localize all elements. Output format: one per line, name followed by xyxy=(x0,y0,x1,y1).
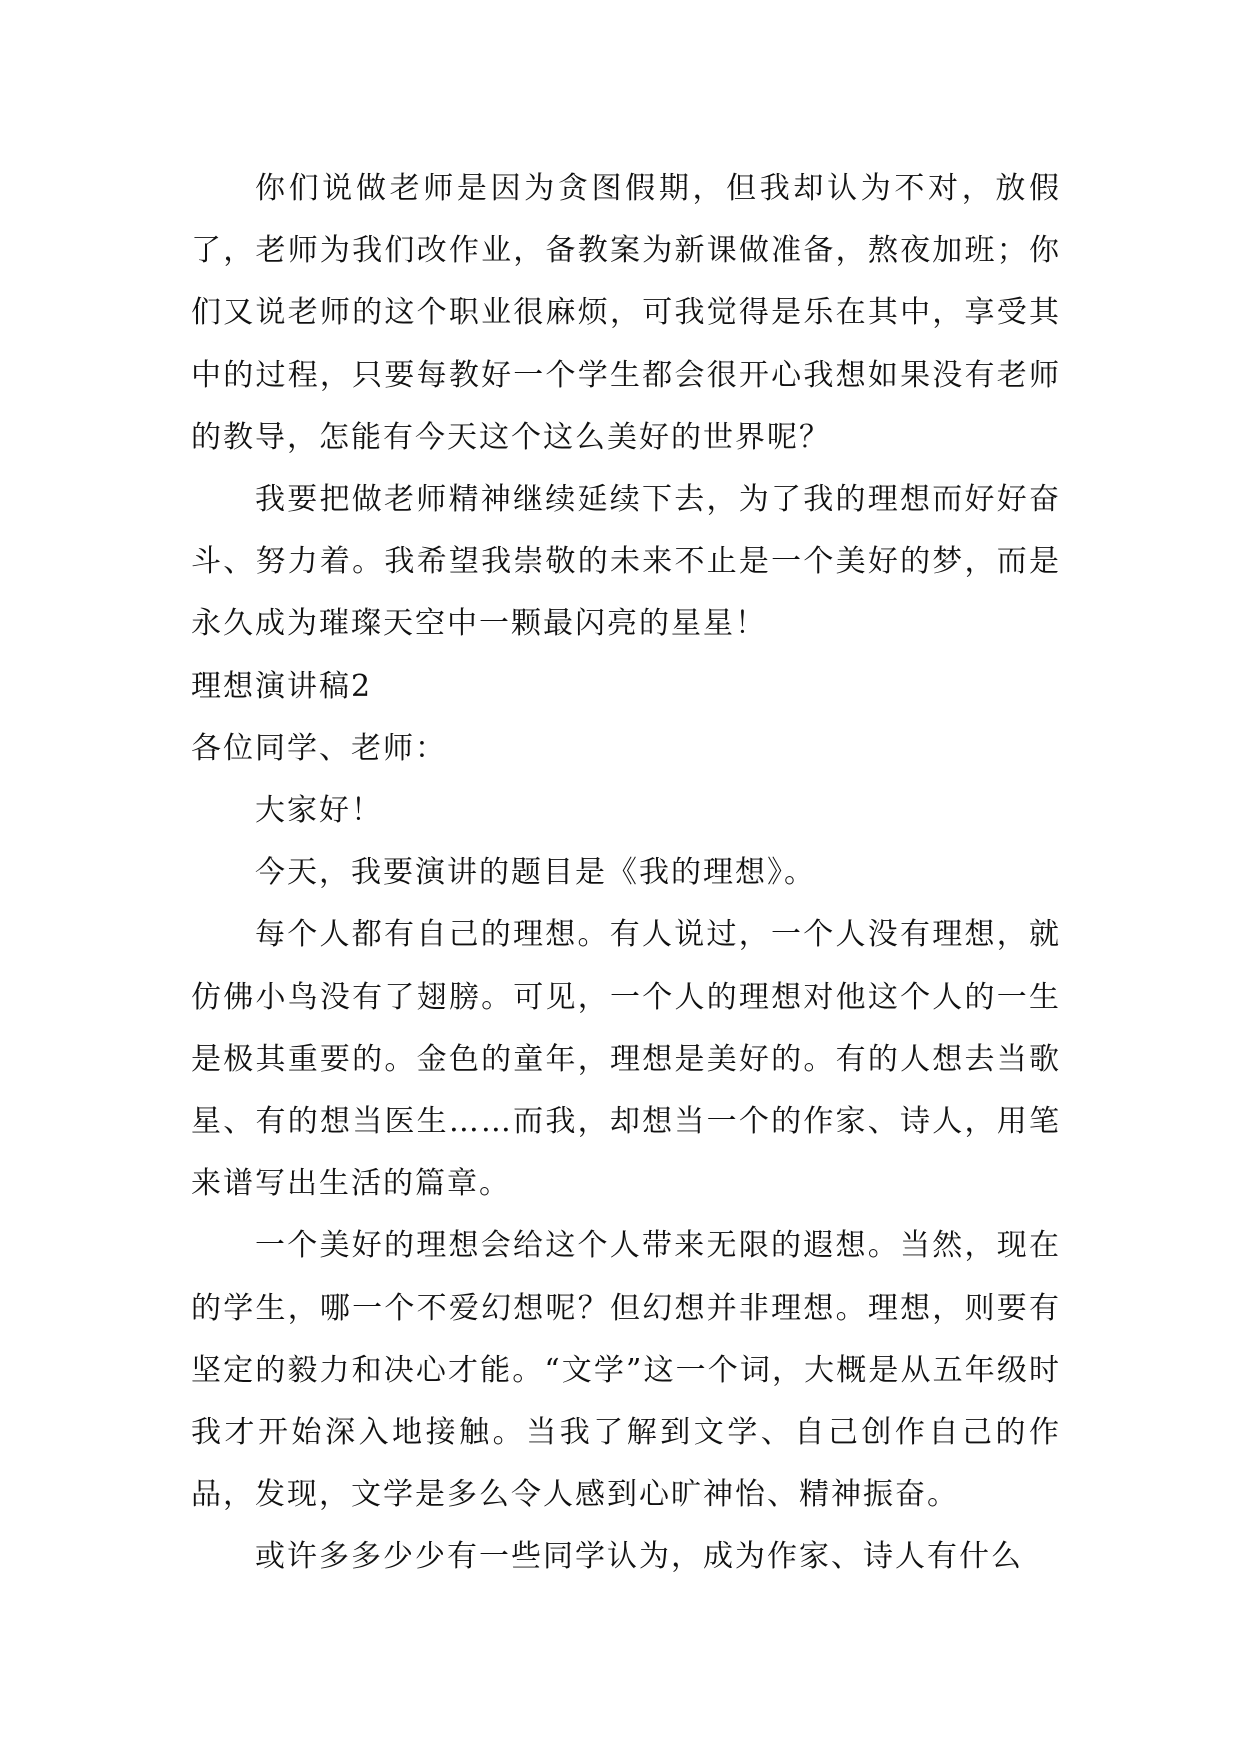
greeting: 大家好！ xyxy=(255,793,383,829)
paragraph-continue-spirit: 我要把做老师精神继续延续下去，为了我的理想而好好奋斗、努力着。我希望我崇敬的未来不止是一个美好的梦，而是永久成为璀璨天空中一颗最闪亮的星星！ xyxy=(191,482,1061,642)
paragraph-everyone-has-ideal: 每个人都有自己的理想。有人说过，一个人没有理想，就仿佛小鸟没有了翅膀。可见，一个人的理想对他这个人的一生是极其重要的。金色的童年，理想是美好的。有的人想去当歌星、有的想当医生……而我，却想当一个的作家、诗人，用笔来谱写出生活的篇章。 xyxy=(191,917,1061,1202)
section-heading: 理想演讲稿2 xyxy=(191,668,373,704)
paragraph-teacher-argument: 你们说做老师是因为贪图假期，但我却认为不对，放假了，老师为我们改作业，备教案为新课做准备，熬夜加班；你们又说老师的这个职业很麻烦，可我觉得是乐在其中，享受其中的过程，只要每教好一个学生都会很开心我想如果没有老师的教导，怎能有今天这个这么美好的世界呢？ xyxy=(191,171,1061,455)
paragraph-literature: 一个美好的理想会给这个人带来无限的遐想。当然，现在的学生，哪一个不爱幻想呢？但幻想并非理想。理想，则要有坚定的毅力和决心才能。“文学”这一个词，大概是从五年级时我才开始深入地接触。当我了解到文学、自己创作自己的作品，发现，文学是多么令人感到心旷神怡、精神振奋。 xyxy=(191,1228,1061,1513)
document-body xyxy=(191,158,1061,1589)
paragraph-perhaps: 或许多多少少有一些同学认为，成为作家、诗人有什么 xyxy=(255,1539,1023,1575)
paragraph-topic: 今天，我要演讲的题目是《我的理想》。 xyxy=(255,855,816,891)
salutation: 各位同学、老师： xyxy=(191,730,447,766)
